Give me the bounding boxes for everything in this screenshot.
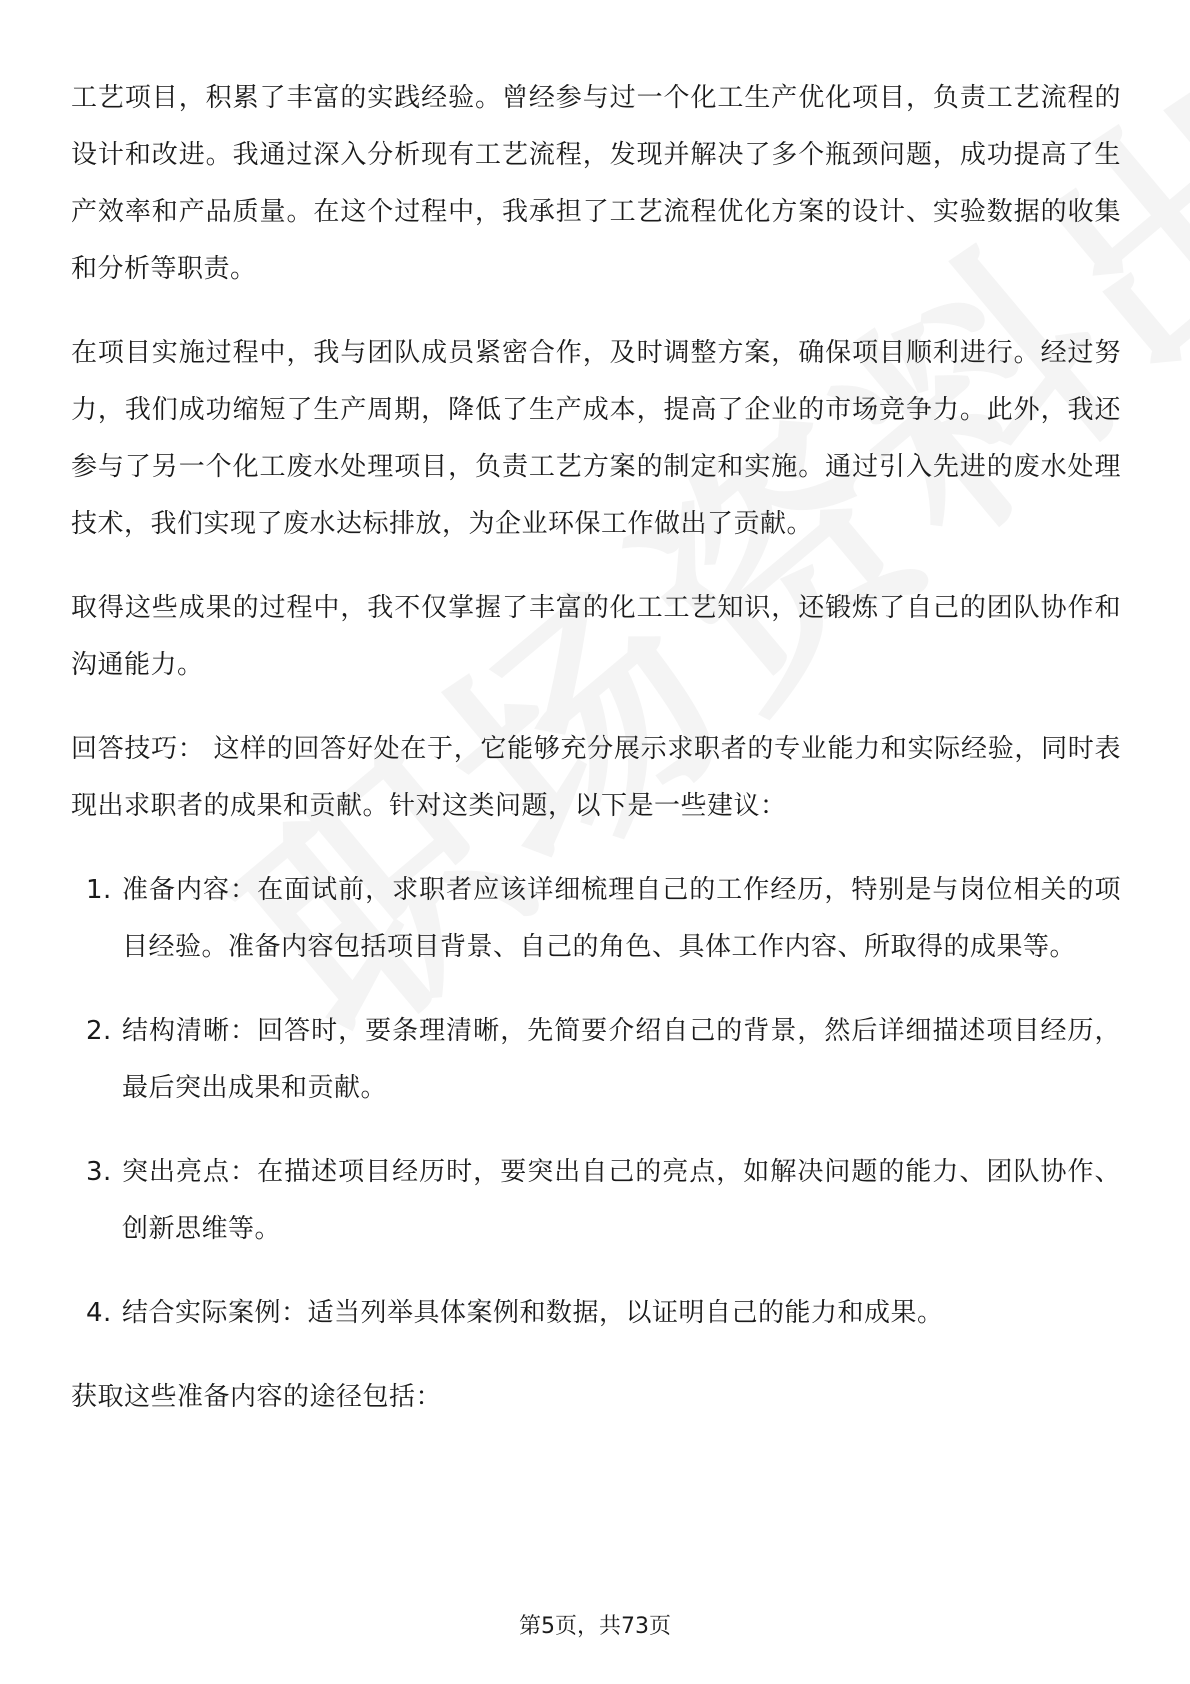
paragraph-closing: 获取这些准备内容的途径包括： <box>71 1382 443 1412</box>
tips-list <box>71 862 1121 1342</box>
paragraph-achievements: 取得这些成果的过程中，我不仅掌握了丰富的化工工艺知识，还锻炼了自己的团队协作和沟通能力。 <box>71 593 1121 680</box>
page-content <box>71 70 1121 1453</box>
paragraph-answer-tips: 回答技巧： 这样的回答好处在于，它能够充分展示求职者的专业能力和实际经验，同时表现出求职者的成果和贡献。针对这类问题，以下是一些建议： <box>71 734 1121 821</box>
list-item <box>71 1144 1121 1258</box>
list-item-number: 1. <box>86 875 112 905</box>
list-item-number: 2. <box>86 1016 112 1046</box>
paragraph-project-implementation: 在项目实施过程中，我与团队成员紧密合作，及时调整方案，确保项目顺利进行。经过努力，我们成功缩短了生产周期，降低了生产成本，提高了企业的市场竞争力。此外，我还参与了另一个化工废水处理项目，负责工艺方案的制定和实施。通过引入先进的废水处理技术，我们实现了废水达标排放，为企业环保工作做出了贡献。 <box>71 338 1121 539</box>
list-item <box>71 1285 1121 1342</box>
list-item <box>71 862 1121 976</box>
list-item-text: 结构清晰：回答时，要条理清晰，先简要介绍自己的背景，然后详细描述项目经历，最后突出成果和贡献。 <box>122 1016 1121 1103</box>
list-item <box>71 1003 1121 1117</box>
list-item-text: 结合实际案例：适当列举具体案例和数据，以证明自己的能力和成果。 <box>122 1298 944 1328</box>
list-item-number: 3. <box>86 1157 112 1187</box>
list-item-number: 4. <box>86 1298 112 1328</box>
list-item-text: 突出亮点：在描述项目经历时，要突出自己的亮点，如解决问题的能力、团队协作、创新思维等。 <box>122 1157 1121 1244</box>
page-number: 第5页，共73页 <box>519 1614 671 1639</box>
list-item-text: 准备内容：在面试前，求职者应该详细梳理自己的工作经历，特别是与岗位相关的项目经验。准备内容包括项目背景、自己的角色、具体工作内容、所取得的成果等。 <box>122 875 1121 962</box>
paragraph-project-experience: 工艺项目，积累了丰富的实践经验。曾经参与过一个化工生产优化项目，负责工艺流程的设计和改进。我通过深入分析现有工艺流程，发现并解决了多个瓶颈问题，成功提高了生产效率和产品质量。在这个过程中，我承担了工艺流程优化方案的设计、实验数据的收集和分析等职责。 <box>71 83 1121 284</box>
